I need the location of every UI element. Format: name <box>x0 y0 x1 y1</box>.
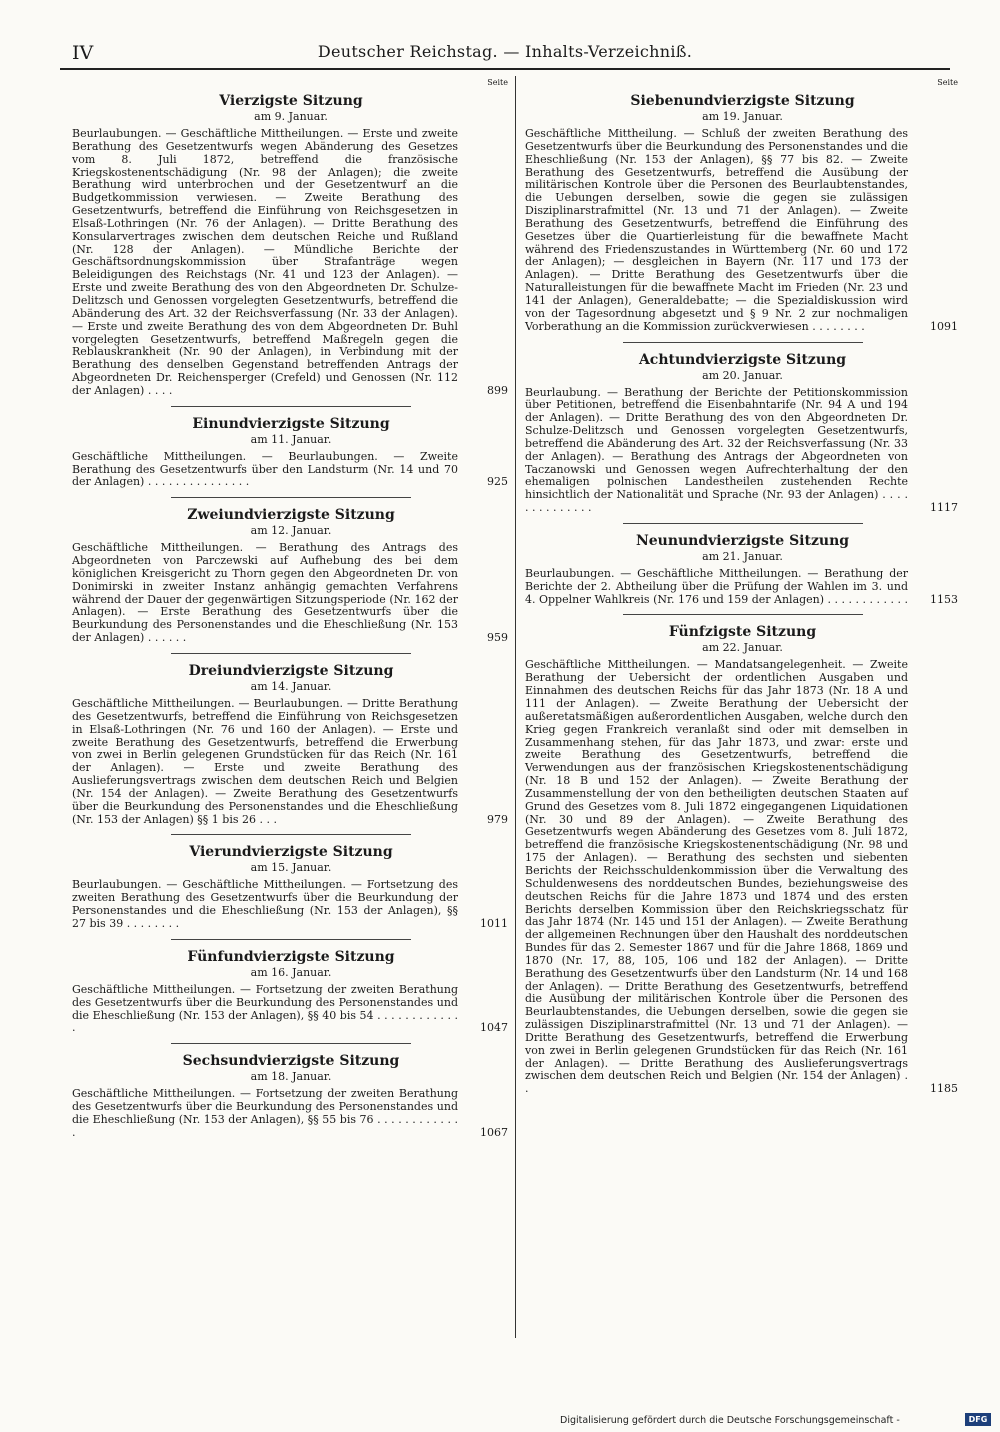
section-rule <box>171 497 411 498</box>
dfg-logo: DFG <box>965 1413 991 1426</box>
page-ref: 1091 <box>930 319 958 333</box>
column-divider <box>515 76 516 1338</box>
page-ref: 1047 <box>480 1021 508 1035</box>
session-date: am 18. Januar. <box>250 1070 332 1084</box>
page-ref: 925 <box>487 475 508 489</box>
left-column <box>72 78 510 1140</box>
page-number: IV <box>72 42 94 64</box>
session-entry <box>72 984 510 1035</box>
page-ref: 1067 <box>480 1125 508 1139</box>
entry-text: Geschäftliche Mittheilungen. — Fortsetzung der zweiten Berathung des Gesetzentwurfs über die Beurkundung des Personenstandes und die Eheschließung (Nr. 153 der Anlagen), §§ 55 bis 76 . . . . . . . . . . . . . <box>72 1087 458 1139</box>
session-entry <box>525 128 960 334</box>
session-entry <box>525 387 960 515</box>
section-rule <box>171 834 411 835</box>
session-title: Neunundvierzigste Sitzung <box>635 532 850 549</box>
entry-text: Beurlaubungen. — Geschäftliche Mittheilungen. — Fortsetzung des zweiten Berathung des Gesetzentwurfs über die Beurkundung der Personenstandes und die Eheschließung (Nr. 153 der Anlagen), §§ 27 bis 39 . . . . . . . . <box>72 878 458 930</box>
session-title: Fünfzigste Sitzung <box>668 624 817 641</box>
session-title: Vierzigste Sitzung <box>219 93 363 109</box>
page-ref: 1117 <box>930 501 958 515</box>
entry-text: Beurlaubungen. — Geschäftliche Mittheilungen. — Erste und zweite Berathung des Gesetzentwurfs wegen Abänderung des Gesetzes vom 8. Juli 1872, betreffend die französische Kriegskostenentschädigung (Nr. 98 der Anlagen); die zweite Berathung wird unterbrochen und der Gesetzentwurf an die Budgetkommission verwiesen. — Zweite Berathung des Gesetzentwurfs, betreffend die Einführung von Reichsgesetzen in Elsaß-Lothringen (Nr. 76 der Anlagen). — Dritte Berathung des Konsularvertrages zwischen dem deutschen Reiche und Rußland (Nr. 128 der Anlagen). — Mündliche Berichte der Geschäftsordnungskommission über Strafanträge wegen Beleidigungen des Reichstags (Nr. 41 und 123 der Anlagen). — Erste und zweite Berathung des von den Abgeordneten Dr. Schulze-Delitzsch und Genossen vorgelegten Gesetzentwurfs, betreffend die Abänderung des Art. 32 der Reichsverfassung (Nr. 33 der Anlagen). — Erste und zweite Berathung des von dem Abgeordneten Dr. Buhl vorgelegten Gesetzentwurfs, betreffend Maßregeln gegen die Reblauskrankheit (Nr. 90 der Anlagen), in Verbindung mit der Berathung des denselben Gegenstand betreffenden Antrags der Abgeordneten Dr. Reichensperger (Crefeld) und Genossen (Nr. 112 der Anlagen) . . . . <box>72 127 458 397</box>
session-date: am 16. Januar. <box>250 965 332 979</box>
entry-text: Geschäftliche Mittheilungen. — Berathung des Antrags des Abgeordneten von Parczewski auf Aufhebung des bei dem königlichen Kreisgericht zu Thorn gegen den Abgeordneten Dr. von Donimirski in zweiter Instanz anhängig gemachten Verfahrens während der Dauer der gegenwärtigen Sitzungsperiode (Nr. 162 der Anlagen). — Erste Berathung des Gesetzentwurfs über die Beurkundung des Personenstandes und die Eheschließung (Nr. 153 der Anlagen) . . . . . . <box>72 541 458 645</box>
section-rule <box>171 653 411 654</box>
session-block <box>72 92 510 398</box>
section-rule <box>171 939 411 940</box>
session-date: am 20. Januar. <box>702 368 783 382</box>
session-entry <box>72 879 510 930</box>
page-ref: 1153 <box>930 592 958 606</box>
entry-text: Geschäftliche Mittheilungen. — Beurlaubungen. — Dritte Berathung des Gesetzentwurfs, betreffend die Einführung von Reichsgesetzen in Elsaß-Lothringen (Nr. 76 und 160 der Anlagen). — Erste und zweite Berathung des Gesetzentwurfs, betreffend die Erwerbung von zwei in Berlin gelegenen Grundstücken für das Reich (Nr. 161 der Anlagen). — Erste und zweite Berathung des Auslieferungsvertrags zwischen dem deutschen Reich und Belgien (Nr. 154 der Anlagen). — Zweite Berathung des Gesetzentwurfs über die Beurkundung des Personenstandes und die Eheschließung (Nr. 153 der Anlagen) §§ 1 bis 26 . . . <box>72 697 458 826</box>
session-date: am 22. Januar. <box>702 641 783 655</box>
session-block <box>525 532 960 607</box>
session-block <box>72 662 510 826</box>
session-date: am 14. Januar. <box>250 680 332 693</box>
session-date: am 15. Januar. <box>250 861 332 875</box>
session-title: Zweiundvierzigste Sitzung <box>187 507 395 524</box>
session-block <box>525 623 960 1096</box>
page-ref: 1185 <box>930 1082 958 1096</box>
session-date: am 12. Januar. <box>250 524 332 538</box>
seite-label: Seite <box>487 78 508 87</box>
session-title: Einundvierzigste Sitzung <box>192 415 390 432</box>
footer-credit: Digitalisierung gefördert durch die Deutsche Forschungsgemeinschaft - <box>560 1415 900 1426</box>
session-entry <box>72 1088 510 1139</box>
session-entry <box>72 451 510 490</box>
entry-text: Beurlaubungen. — Geschäftliche Mittheilungen. — Berathung der Berichte der 2. Abtheilung über die Prüfung der Wahlen im 3. und 4. Oppelner Wahlkreis (Nr. 176 und 159 der Anlagen) . . . . . . . . . . . . <box>525 566 908 606</box>
page-ref: 899 <box>487 383 508 397</box>
session-date: am 19. Januar. <box>702 110 783 123</box>
entry-text: Geschäftliche Mittheilungen. — Beurlaubungen. — Zweite Berathung des Gesetzentwurfs über den Landsturm (Nr. 14 und 70 der Anlagen) . . . . . . . . . . . . . . . <box>72 449 458 489</box>
page-header <box>60 42 950 70</box>
page-ref: 1011 <box>480 916 508 930</box>
seite-label: Seite <box>937 78 958 87</box>
session-entry <box>525 659 960 1096</box>
session-date: am 21. Januar. <box>702 549 783 563</box>
page-ref: 959 <box>487 631 508 645</box>
session-block <box>72 506 510 645</box>
session-title: Dreiundvierzigste Sitzung <box>188 663 394 679</box>
page-ref: 979 <box>487 812 508 826</box>
entry-text: Geschäftliche Mittheilung. — Schluß der zweiten Berathung des Gesetzentwurfs über die Beurkundung des Personenstandes und die Eheschließung (Nr. 153 der Anlagen), §§ 77 bis 82. — Zweite Berathung des Gesetzentwurfs, betreffend die Ausübung der militärischen Kontrole über die Personen des Beurlaubtenstandes, die Uebungen derselben, sowie die gegen sie zulässigen Disziplinarstrafmittel (Nr. 13 und 71 der Anlagen). — Zweite Berathung des Gesetzentwurfs, betreffend die Einführung des Gesetzes über die Quartierleistung für die bewaffnete Macht während des Friedenszustandes in Württemberg (Nr. 60 und 172 der Anlagen); — desgleichen in Bayern (Nr. 117 und 173 der Anlagen). — Dritte Berathung des Gesetzentwurfs über die Naturalleistungen für die bewaffnete Macht im Frieden (Nr. 23 und 141 der Anlagen), Generaldebatte; — die Spezialdiskussion wird von der Tagesordnung abgesetzt und § 9 Nr. 2 zur nochmaligen Vorberathung an die Kommission zurückverwiesen . . . . . . . . <box>525 127 908 333</box>
session-title: Sechsundvierzigste Sitzung <box>182 1053 400 1070</box>
session-entry <box>72 128 510 398</box>
session-title: Achtundvierzigste Sitzung <box>638 351 847 368</box>
entry-text: Beurlaubung. — Berathung der Berichte der Petitionskommission über Petitionen, betreffend die Eisenbahntarife (Nr. 94 A und 194 der Anlagen). — Dritte Berathung des von den Abgeordneten Dr. Schulze-Delitzsch und Genossen vorgelegten Gesetzentwurfs, betreffend die Abänderung des Art. 32 der Reichsverfassung (Nr. 33 der Anlagen). — Berathung des Antrags der Abgeordneten von Taczanowski und Genossen wegen Aufrechterhaltung der den ehemaligen polnischen Landestheilen zustehenden Rechte hinsichtlich der Nationalität und Sprache (Nr. 93 der Anlagen) . . . . . . . . . . . . . . <box>525 385 908 515</box>
session-entry <box>72 698 510 826</box>
section-rule <box>171 406 411 407</box>
session-title: Vierundvierzigste Sitzung <box>189 844 393 861</box>
session-title: Fünfundvierzigste Sitzung <box>187 948 395 965</box>
session-block <box>525 351 960 515</box>
session-date: am 11. Januar. <box>250 432 332 446</box>
section-rule <box>623 614 863 615</box>
session-title: Siebenundvierzigste Sitzung <box>630 93 855 109</box>
right-column <box>525 78 960 1096</box>
running-title: Deutscher Reichstag. — Inhalts-Verzeichniß. <box>317 42 693 61</box>
section-rule <box>623 342 863 343</box>
section-rule <box>171 1043 411 1044</box>
section-rule <box>623 523 863 524</box>
session-block <box>72 948 510 1035</box>
entry-text: Geschäftliche Mittheilungen. — Fortsetzung der zweiten Berathung des Gesetzentwurfs über die Beurkundung des Personenstandes und die Eheschließung (Nr. 153 der Anlagen), §§ 40 bis 54 . . . . . . . . . . . . . <box>72 982 458 1035</box>
session-date: am 9. Januar. <box>254 110 328 123</box>
session-entry <box>525 568 960 607</box>
session-block <box>72 415 510 490</box>
session-block <box>525 92 960 334</box>
session-entry <box>72 542 510 645</box>
entry-text: Geschäftliche Mittheilungen. — Mandatsangelegenheit. — Zweite Berathung der Uebersicht der ordentlichen Ausgaben und Einnahmen des deutschen Reichs für das Jahr 1873 (Nr. 18 A und 111 der Anlagen). — Zweite Berathung der Uebersicht der außeretatsmäßigen außerordentlichen Ausgaben, welche durch den Krieg gegen Frankreich veranlaßt sind oder mit demselben in Zusammenhang stehen, für das Jahr 1873, und zwar: erste und zweite Berathung des Gesetzentwurfs, betreffend die Verwendungen aus der französischen Kriegskostenentschädigung (Nr. 18 B und 152 der Anlagen). — Zweite Berathung der Zusammenstellung der von den betheiligten deutschen Staaten auf Grund des Gesetzes vom 8. Juli 1872 eingegangenen Liquidationen (Nr. 30 und 89 der Anlagen). — Zweite Berathung des Gesetzentwurfs wegen Abänderung des Gesetzes vom 8. Juli 1872, betreffend die französische Kriegskostenentschädigung (Nr. 98 und 175 der Anlagen). — Berathung des sechsten und siebenten Berichts der Reichsschuldenkommission über die Verwaltung des Schuldenwesens des norddeutschen Bundes, beziehungsweise des deutschen Reichs für die Jahre 1873 und 1874 und des ersten Berichts derselben Kommission über den Reichskriegsschatz für das Jahr 1874 (Nr. 145 und 151 der Anlagen). — Zweite Berathung der allgemeinen Rechnungen über den Haushalt des norddeutschen Bundes für das 2. Semester 1867 und für die Jahre 1868, 1869 und 1870 (Nr. 17, 88, 105, 106 und 182 der Anlagen). — Dritte Berathung des Gesetzentwurfs über den Landsturm (Nr. 14 und 168 der Anlagen). — Dritte Berathung des Gesetzentwurfs, betreffend die Ausübung der militärischen Kontrole über die Personen des Beurlaubtenstandes, die Uebungen derselben, sowie die gegen sie zulässigen Disziplinarstrafmittel (Nr. 13 und 71 der Anlagen). — Dritte Berathung des Gesetzentwurfs, betreffend die Erwerbung von zwei in Berlin gelegenen Grundstücken für das Reich (Nr. 161 der Anlagen). — Dritte Berathung des Auslieferungsvertrags zwischen dem deutschen Reich und Belgien (Nr. 154 der Anlagen) . . <box>525 658 908 1096</box>
session-block <box>72 1052 510 1139</box>
session-block <box>72 843 510 930</box>
